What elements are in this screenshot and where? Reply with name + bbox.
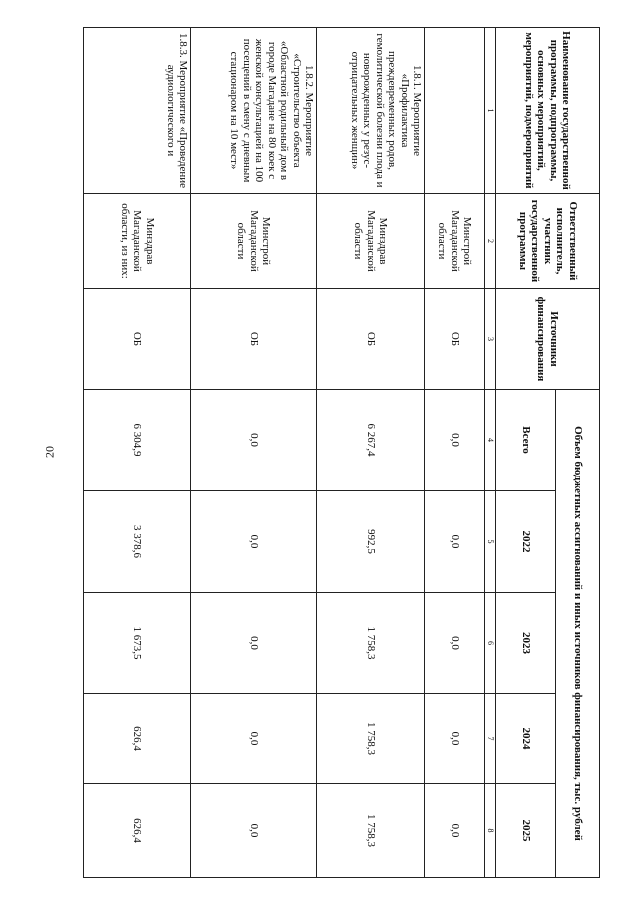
rotated-page	[85, 27, 600, 877]
row-name	[425, 28, 485, 194]
row-total: 6 304,9	[84, 390, 191, 491]
table-row	[84, 28, 191, 878]
row-2024: 0,0	[425, 694, 485, 784]
header-source: Источники финансирования	[496, 289, 600, 390]
table-row	[317, 28, 425, 878]
row-name: 1.8.1. Мероприятие «Профилактика преждевременных родов, гемолитической болезни плода и новорожденных у резус-отрицательных женщин»	[317, 28, 425, 194]
column-number: 6	[485, 593, 496, 694]
header-funding-group: Объем бюджетных ассигнований и иных источников финансирования, тыс. рублей	[556, 390, 600, 878]
row-2022: 3 378,6	[84, 491, 191, 593]
row-2025: 626,4	[84, 784, 191, 878]
row-executor: Минстрой Магаданской области	[191, 194, 317, 289]
table-row	[191, 28, 317, 878]
header-2025: 2025	[496, 784, 556, 878]
column-number-row	[485, 28, 496, 878]
column-number: 4	[485, 390, 496, 491]
row-2023: 1 758,3	[317, 593, 425, 694]
row-total: 0,0	[425, 390, 485, 491]
column-number: 3	[485, 289, 496, 390]
row-name: 1.8.3. Мероприятие «Проведение аудиологического и	[84, 28, 191, 194]
row-source: ОБ	[191, 289, 317, 390]
row-2023: 0,0	[425, 593, 485, 694]
header-name: Наименование государственной программы, подпрограммы, основных мероприятий, мероприятий, подмероприятий	[496, 28, 600, 194]
row-2022: 0,0	[191, 491, 317, 593]
row-2024: 626,4	[84, 694, 191, 784]
row-2023: 1 673,5	[84, 593, 191, 694]
row-total: 0,0	[191, 390, 317, 491]
header-total: Всего	[496, 390, 556, 491]
column-number: 7	[485, 694, 496, 784]
column-number: 2	[485, 194, 496, 289]
row-executor: Минздрав Магаданской области, из них:	[84, 194, 191, 289]
row-2022: 992,5	[317, 491, 425, 593]
row-total: 6 267,4	[317, 390, 425, 491]
row-executor: Минстрой Магаданской области	[425, 194, 485, 289]
row-name: 1.8.2. Мероприятие «Строительство объекта «Областной родильный дом в городе Магадане на 80 коек с женской консультацией на 100 посещений в смену с дневным стационаром на 10 мест»	[191, 28, 317, 194]
row-2023: 0,0	[191, 593, 317, 694]
funding-table	[83, 27, 600, 878]
row-2024: 0,0	[191, 694, 317, 784]
row-source: ОБ	[84, 289, 191, 390]
row-2025: 1 758,3	[317, 784, 425, 878]
column-number: 1	[485, 28, 496, 194]
page-number: 20	[42, 446, 57, 458]
table-row	[425, 28, 485, 878]
column-number: 8	[485, 784, 496, 878]
header-2024: 2024	[496, 694, 556, 784]
row-2022: 0,0	[425, 491, 485, 593]
column-number: 5	[485, 491, 496, 593]
header-2022: 2022	[496, 491, 556, 593]
row-executor: Минздрав Магаданской области	[317, 194, 425, 289]
header-executor: Ответственный исполнитель, участник государственной программы	[496, 194, 600, 289]
row-2024: 1 758,3	[317, 694, 425, 784]
row-source: ОБ	[425, 289, 485, 390]
row-2025: 0,0	[425, 784, 485, 878]
header-2023: 2023	[496, 593, 556, 694]
row-source: ОБ	[317, 289, 425, 390]
row-2025: 0,0	[191, 784, 317, 878]
